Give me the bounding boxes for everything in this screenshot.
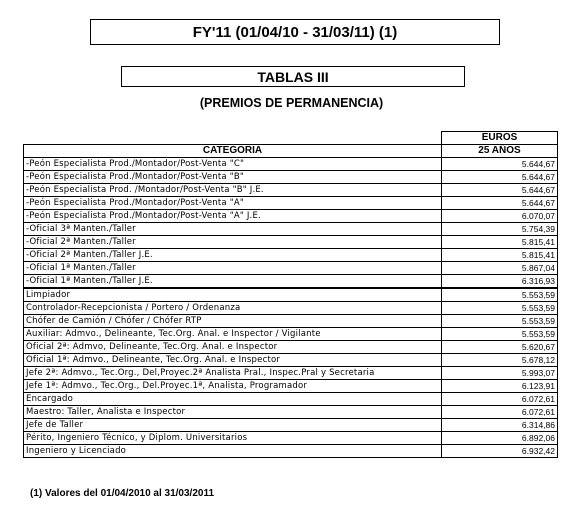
value-cell: 5.678,12	[442, 354, 558, 367]
value-cell: 5.553,59	[442, 315, 558, 328]
table-row	[24, 367, 558, 380]
category-cell: -Peón Especialista Prod. /Montador/Post-Venta "B" J.E.	[24, 184, 442, 197]
value-cell: 5.553,59	[442, 288, 558, 302]
table-row	[24, 315, 558, 328]
euros-header: EUROS	[442, 132, 558, 145]
value-cell: 5.553,59	[442, 328, 558, 341]
years-header: 25 AÑOS	[442, 145, 558, 158]
table-row	[24, 406, 558, 419]
value-cell: 5.644,67	[442, 197, 558, 210]
category-cell: Ingeniero y Licenciado	[24, 445, 442, 458]
value-cell: 6.314,86	[442, 419, 558, 432]
category-cell: Limpiador	[24, 288, 442, 302]
value-cell: 5.644,67	[442, 171, 558, 184]
table-row	[24, 288, 558, 302]
category-cell: Périto, Ingeniero Técnico, y Diplom. Universitarios	[24, 432, 442, 445]
table-row	[24, 249, 558, 262]
value-cell: 6.072,61	[442, 393, 558, 406]
value-cell: 5.754,39	[442, 223, 558, 236]
category-cell: -Peón Especialista Prod./Montador/Post-Venta "C"	[24, 158, 442, 171]
category-cell: -Peón Especialista Prod./Montador/Post-Venta "B"	[24, 171, 442, 184]
category-cell: Oficial 1ª: Admvo., Delineante, Tec.Org. Anal. e Inspector	[24, 354, 442, 367]
value-cell: 6.316,93	[442, 275, 558, 289]
category-cell: Jefe 1ª: Admvo., Tec.Org., Del.Proyec.1ª, Analista, Programador	[24, 380, 442, 393]
value-cell: 5.553,59	[442, 302, 558, 315]
category-cell: -Peón Especialista Prod./Montador/Post-Venta "A" J.E.	[24, 210, 442, 223]
value-cell: 5.815,41	[442, 249, 558, 262]
table-row	[24, 328, 558, 341]
value-cell: 6.072,61	[442, 406, 558, 419]
table-row	[24, 341, 558, 354]
table-row	[24, 393, 558, 406]
table-row	[24, 223, 558, 236]
category-cell: Auxiliar: Admvo., Delineante, Tec.Org. Anal. e Inspector / Vigilante	[24, 328, 442, 341]
table-row	[24, 445, 558, 458]
value-cell: 5.867,04	[442, 262, 558, 275]
table-row	[24, 184, 558, 197]
table-row	[24, 197, 558, 210]
section-title: TABLAS III	[121, 66, 465, 87]
category-cell: Chófer de Camión / Chófer / Chófer RTP	[24, 315, 442, 328]
value-cell: 5.815,41	[442, 236, 558, 249]
table-row	[24, 419, 558, 432]
value-cell: 6.070,07	[442, 210, 558, 223]
category-cell: -Oficial 1ª Manten./Taller J.E.	[24, 275, 442, 289]
premium-table	[23, 131, 558, 458]
section-subtitle: (PREMIOS DE PERMANENCIA)	[199, 96, 384, 110]
category-cell: -Oficial 2ª Manten./Taller J.E.	[24, 249, 442, 262]
category-cell: Controlador-Recepcionista / Portero / Ordenanza	[24, 302, 442, 315]
table-row	[24, 158, 558, 171]
category-cell: Jefe de Taller	[24, 419, 442, 432]
table-row	[24, 236, 558, 249]
table-row	[24, 302, 558, 315]
value-cell: 5.644,67	[442, 158, 558, 171]
table-row	[24, 380, 558, 393]
value-cell: 5.620,67	[442, 341, 558, 354]
value-cell: 6.892,06	[442, 432, 558, 445]
table-row	[24, 432, 558, 445]
category-cell: Jefe 2ª: Admvo., Tec.Org., Del,Proyec.2ª Analista Pral., Inspec.Pral y Secretaria	[24, 367, 442, 380]
table-row	[24, 210, 558, 223]
category-cell: -Oficial 3ª Manten./Taller	[24, 223, 442, 236]
table-row	[24, 262, 558, 275]
category-header: CATEGORIA	[24, 145, 442, 158]
table-row	[24, 275, 558, 289]
blank-header-cell	[24, 132, 442, 145]
category-cell: Encargado	[24, 393, 442, 406]
value-cell: 6.932,42	[442, 445, 558, 458]
category-cell: -Peón Especialista Prod./Montador/Post-Venta "A"	[24, 197, 442, 210]
value-cell: 6.123,91	[442, 380, 558, 393]
category-cell: Oficial 2ª: Admvo, Delineante, Tec.Org. Anal. e Inspector	[24, 341, 442, 354]
value-cell: 5.644,67	[442, 184, 558, 197]
document-title: FY'11 (01/04/10 - 31/03/11) (1)	[90, 19, 500, 45]
table-row	[24, 354, 558, 367]
category-cell: Maestro: Taller, Analista e Inspector	[24, 406, 442, 419]
footnote: (1) Valores del 01/04/2010 al 31/03/2011	[30, 488, 215, 499]
value-cell: 5.993,07	[442, 367, 558, 380]
category-cell: -Oficial 2ª Manten./Taller	[24, 236, 442, 249]
table-row	[24, 171, 558, 184]
category-cell: -Oficial 1ª Manten./Taller	[24, 262, 442, 275]
